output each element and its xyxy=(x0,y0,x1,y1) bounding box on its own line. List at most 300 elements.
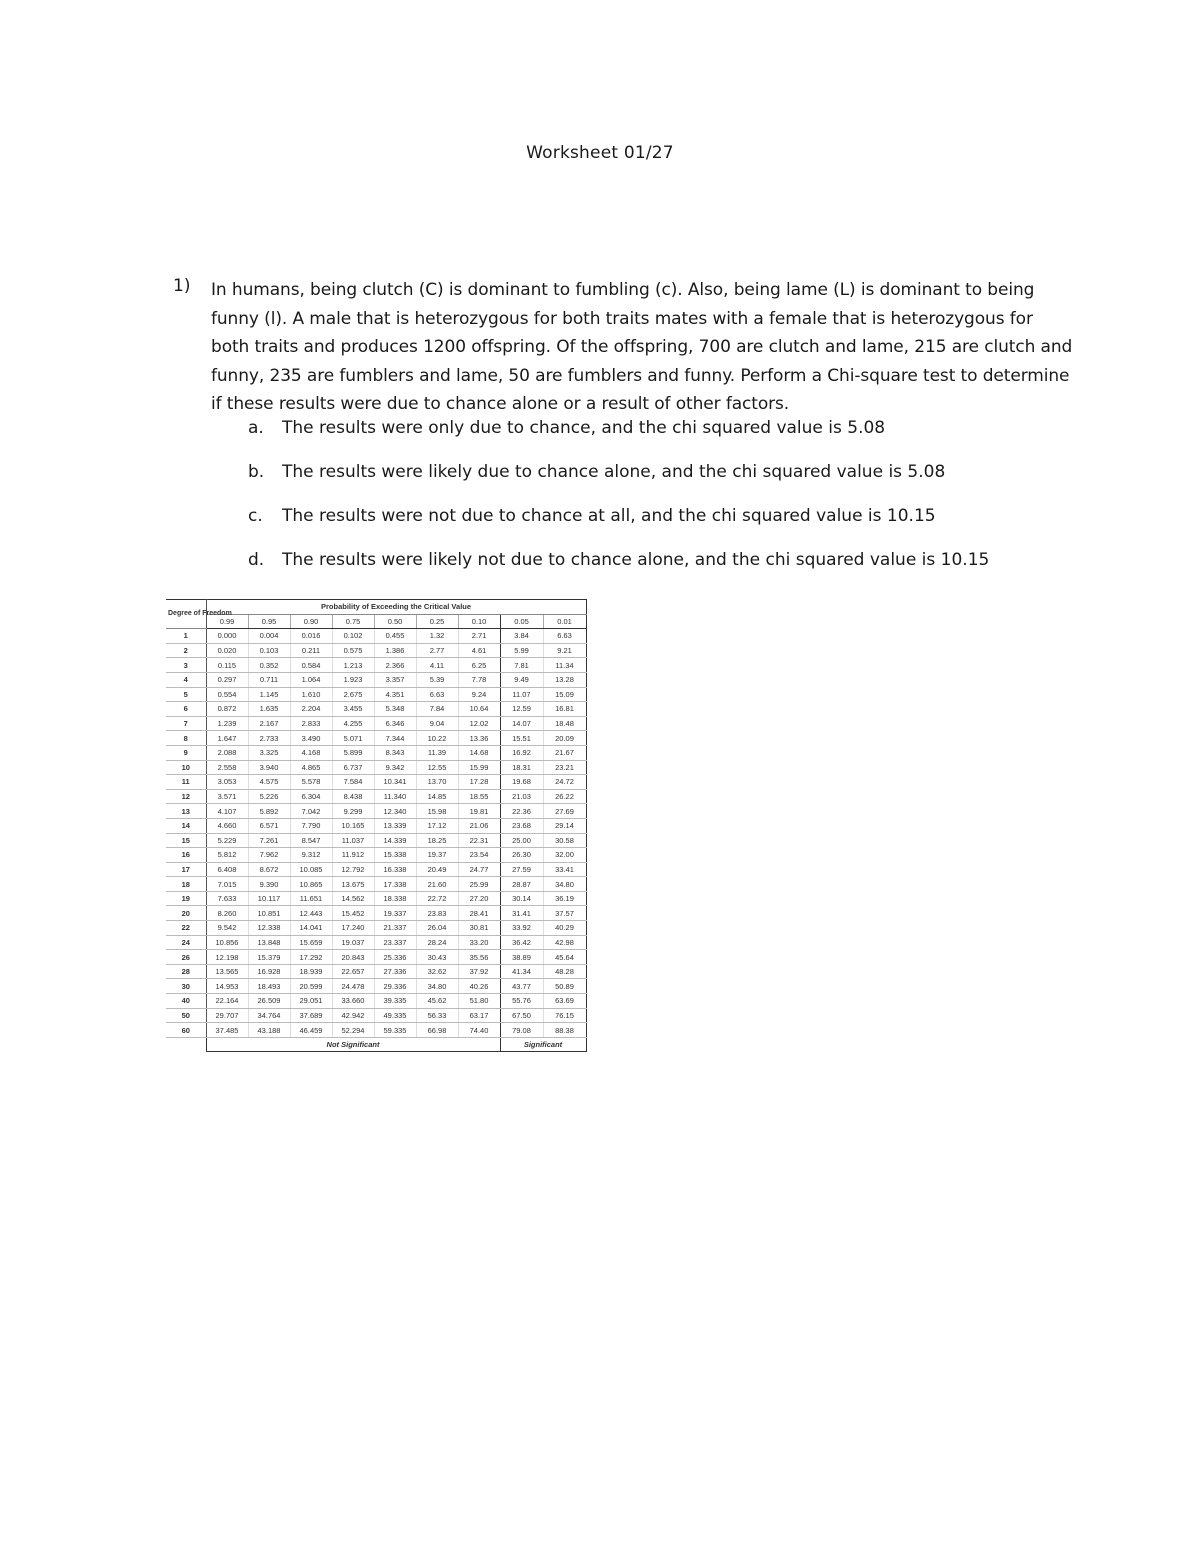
alpha-header-row xyxy=(166,614,586,629)
value-cell: 6.346 xyxy=(374,716,416,731)
value-cell: 21.337 xyxy=(374,921,416,936)
value-cell: 2.733 xyxy=(248,731,290,746)
value-cell: 11.651 xyxy=(290,891,332,906)
table-row xyxy=(166,964,586,979)
question-number: 1) xyxy=(173,276,191,296)
value-cell: 40.29 xyxy=(543,921,586,936)
value-cell: 0.554 xyxy=(206,687,248,702)
option-letter: a. xyxy=(248,418,264,438)
value-cell: 12.340 xyxy=(374,804,416,819)
df-cell: 19 xyxy=(166,891,206,906)
df-cell: 4 xyxy=(166,672,206,687)
value-cell: 8.672 xyxy=(248,862,290,877)
value-cell: 22.164 xyxy=(206,994,248,1009)
value-cell: 0.004 xyxy=(248,629,290,644)
value-cell: 7.344 xyxy=(374,731,416,746)
value-cell: 29.051 xyxy=(290,994,332,1009)
value-cell: 19.037 xyxy=(332,935,374,950)
value-cell: 5.99 xyxy=(500,643,543,658)
value-cell: 9.542 xyxy=(206,921,248,936)
value-cell: 40.26 xyxy=(458,979,500,994)
value-cell: 4.865 xyxy=(290,760,332,775)
value-cell: 23.21 xyxy=(543,760,586,775)
value-cell: 1.923 xyxy=(332,672,374,687)
answer-option-c[interactable] xyxy=(248,506,1068,550)
value-cell: 5.39 xyxy=(416,672,458,687)
value-cell: 15.379 xyxy=(248,950,290,965)
value-cell: 28.87 xyxy=(500,877,543,892)
value-cell: 3.053 xyxy=(206,775,248,790)
df-cell: 12 xyxy=(166,789,206,804)
alpha-header: 0.90 xyxy=(290,614,332,629)
value-cell: 30.14 xyxy=(500,891,543,906)
option-text: The results were likely due to chance alone, and the chi squared value is 5.08 xyxy=(282,462,946,482)
value-cell: 7.584 xyxy=(332,775,374,790)
value-cell: 18.939 xyxy=(290,964,332,979)
table-row xyxy=(166,1008,586,1023)
value-cell: 46.459 xyxy=(290,1023,332,1038)
value-cell: 1.635 xyxy=(248,702,290,717)
value-cell: 36.42 xyxy=(500,935,543,950)
value-cell: 11.34 xyxy=(543,658,586,673)
value-cell: 5.226 xyxy=(248,789,290,804)
value-cell: 10.117 xyxy=(248,891,290,906)
table-row xyxy=(166,643,586,658)
value-cell: 9.24 xyxy=(458,687,500,702)
question-text: In humans, being clutch (C) is dominant to fumbling (c). Also, being lame (L) is dominant to being funny (l). A male that is heterozygous for both traits mates with a female that is heterozygous for both traits and produces 1200 offspring. Of the offspring, 700 are clutch and lame, 215 are clutch and funny, 235 are fumblers and lame, 50 are fumblers and funny. Perform a Chi-square test to determine if these results were due to chance alone or a result of other factors. xyxy=(211,280,1073,414)
table-row xyxy=(166,848,586,863)
value-cell: 25.00 xyxy=(500,833,543,848)
table-row xyxy=(166,716,586,731)
table-row xyxy=(166,818,586,833)
value-cell: 10.856 xyxy=(206,935,248,950)
value-cell: 7.015 xyxy=(206,877,248,892)
value-cell: 1.32 xyxy=(416,629,458,644)
value-cell: 42.942 xyxy=(332,1008,374,1023)
value-cell: 0.575 xyxy=(332,643,374,658)
value-cell: 15.99 xyxy=(458,760,500,775)
value-cell: 7.84 xyxy=(416,702,458,717)
value-cell: 13.70 xyxy=(416,775,458,790)
value-cell: 17.28 xyxy=(458,775,500,790)
value-cell: 15.659 xyxy=(290,935,332,950)
value-cell: 52.294 xyxy=(332,1023,374,1038)
df-cell: 14 xyxy=(166,818,206,833)
value-cell: 0.711 xyxy=(248,672,290,687)
value-cell: 17.12 xyxy=(416,818,458,833)
value-cell: 0.297 xyxy=(206,672,248,687)
df-cell: 5 xyxy=(166,687,206,702)
value-cell: 17.292 xyxy=(290,950,332,965)
value-cell: 4.107 xyxy=(206,804,248,819)
value-cell: 26.30 xyxy=(500,848,543,863)
value-cell: 22.36 xyxy=(500,804,543,819)
option-text: The results were only due to chance, and the chi squared value is 5.08 xyxy=(282,418,886,438)
value-cell: 76.15 xyxy=(543,1008,586,1023)
value-cell: 63.69 xyxy=(543,994,586,1009)
value-cell: 1.145 xyxy=(248,687,290,702)
value-cell: 11.912 xyxy=(332,848,374,863)
value-cell: 18.48 xyxy=(543,716,586,731)
value-cell: 20.09 xyxy=(543,731,586,746)
value-cell: 0.103 xyxy=(248,643,290,658)
value-cell: 11.39 xyxy=(416,745,458,760)
value-cell: 33.660 xyxy=(332,994,374,1009)
value-cell: 7.81 xyxy=(500,658,543,673)
df-header: Degree of Freedom xyxy=(166,600,206,629)
value-cell: 13.339 xyxy=(374,818,416,833)
value-cell: 22.31 xyxy=(458,833,500,848)
df-cell: 1 xyxy=(166,629,206,644)
df-cell: 50 xyxy=(166,1008,206,1023)
value-cell: 18.31 xyxy=(500,760,543,775)
value-cell: 3.455 xyxy=(332,702,374,717)
value-cell: 24.77 xyxy=(458,862,500,877)
value-cell: 5.899 xyxy=(332,745,374,760)
value-cell: 20.599 xyxy=(290,979,332,994)
value-cell: 6.408 xyxy=(206,862,248,877)
value-cell: 14.562 xyxy=(332,891,374,906)
significant-label: Significant xyxy=(500,1037,586,1052)
table-row xyxy=(166,979,586,994)
value-cell: 26.22 xyxy=(543,789,586,804)
worksheet-title: Worksheet 01/27 xyxy=(526,143,674,163)
value-cell: 15.51 xyxy=(500,731,543,746)
value-cell: 34.80 xyxy=(416,979,458,994)
value-cell: 33.41 xyxy=(543,862,586,877)
value-cell: 56.33 xyxy=(416,1008,458,1023)
df-cell: 7 xyxy=(166,716,206,731)
value-cell: 2.167 xyxy=(248,716,290,731)
value-cell: 1.239 xyxy=(206,716,248,731)
value-cell: 9.04 xyxy=(416,716,458,731)
value-cell: 37.689 xyxy=(290,1008,332,1023)
value-cell: 43.188 xyxy=(248,1023,290,1038)
value-cell: 43.77 xyxy=(500,979,543,994)
alpha-header: 0.99 xyxy=(206,614,248,629)
value-cell: 25.99 xyxy=(458,877,500,892)
value-cell: 41.34 xyxy=(500,964,543,979)
value-cell: 9.299 xyxy=(332,804,374,819)
value-cell: 27.336 xyxy=(374,964,416,979)
value-cell: 18.25 xyxy=(416,833,458,848)
value-cell: 18.493 xyxy=(248,979,290,994)
value-cell: 25.336 xyxy=(374,950,416,965)
value-cell: 20.49 xyxy=(416,862,458,877)
table-row xyxy=(166,950,586,965)
value-cell: 9.342 xyxy=(374,760,416,775)
value-cell: 67.50 xyxy=(500,1008,543,1023)
value-cell: 55.76 xyxy=(500,994,543,1009)
value-cell: 0.584 xyxy=(290,658,332,673)
value-cell: 16.81 xyxy=(543,702,586,717)
df-cell: 20 xyxy=(166,906,206,921)
value-cell: 8.343 xyxy=(374,745,416,760)
value-cell: 4.660 xyxy=(206,818,248,833)
value-cell: 6.737 xyxy=(332,760,374,775)
df-cell: 9 xyxy=(166,745,206,760)
value-cell: 31.41 xyxy=(500,906,543,921)
value-cell: 36.19 xyxy=(543,891,586,906)
value-cell: 9.390 xyxy=(248,877,290,892)
value-cell: 49.335 xyxy=(374,1008,416,1023)
value-cell: 50.89 xyxy=(543,979,586,994)
value-cell: 12.59 xyxy=(500,702,543,717)
value-cell: 29.336 xyxy=(374,979,416,994)
value-cell: 37.57 xyxy=(543,906,586,921)
value-cell: 28.41 xyxy=(458,906,500,921)
value-cell: 19.68 xyxy=(500,775,543,790)
table-row xyxy=(166,994,586,1009)
value-cell: 22.72 xyxy=(416,891,458,906)
df-cell: 8 xyxy=(166,731,206,746)
value-cell: 6.304 xyxy=(290,789,332,804)
value-cell: 38.89 xyxy=(500,950,543,965)
value-cell: 3.357 xyxy=(374,672,416,687)
value-cell: 29.707 xyxy=(206,1008,248,1023)
value-cell: 7.78 xyxy=(458,672,500,687)
value-cell: 13.28 xyxy=(543,672,586,687)
value-cell: 19.37 xyxy=(416,848,458,863)
value-cell: 30.81 xyxy=(458,921,500,936)
df-cell: 60 xyxy=(166,1023,206,1038)
value-cell: 8.260 xyxy=(206,906,248,921)
value-cell: 2.088 xyxy=(206,745,248,760)
option-letter: c. xyxy=(248,506,263,526)
value-cell: 7.962 xyxy=(248,848,290,863)
df-cell: 3 xyxy=(166,658,206,673)
option-letter: b. xyxy=(248,462,265,482)
answer-option-a[interactable] xyxy=(248,418,1068,462)
value-cell: 12.198 xyxy=(206,950,248,965)
alpha-header: 0.50 xyxy=(374,614,416,629)
value-cell: 7.042 xyxy=(290,804,332,819)
value-cell: 6.571 xyxy=(248,818,290,833)
value-cell: 0.020 xyxy=(206,643,248,658)
value-cell: 13.675 xyxy=(332,877,374,892)
value-cell: 4.255 xyxy=(332,716,374,731)
value-cell: 10.851 xyxy=(248,906,290,921)
df-cell: 6 xyxy=(166,702,206,717)
value-cell: 3.325 xyxy=(248,745,290,760)
value-cell: 34.764 xyxy=(248,1008,290,1023)
df-cell: 13 xyxy=(166,804,206,819)
value-cell: 2.366 xyxy=(374,658,416,673)
table-row xyxy=(166,658,586,673)
value-cell: 23.68 xyxy=(500,818,543,833)
value-cell: 3.84 xyxy=(500,629,543,644)
value-cell: 7.790 xyxy=(290,818,332,833)
value-cell: 29.14 xyxy=(543,818,586,833)
value-cell: 66.98 xyxy=(416,1023,458,1038)
value-cell: 9.49 xyxy=(500,672,543,687)
df-cell: 30 xyxy=(166,979,206,994)
value-cell: 63.17 xyxy=(458,1008,500,1023)
value-cell: 30.58 xyxy=(543,833,586,848)
value-cell: 4.351 xyxy=(374,687,416,702)
value-cell: 21.60 xyxy=(416,877,458,892)
value-cell: 0.872 xyxy=(206,702,248,717)
table-row xyxy=(166,862,586,877)
value-cell: 0.352 xyxy=(248,658,290,673)
alpha-header: 0.05 xyxy=(500,614,543,629)
value-cell: 59.335 xyxy=(374,1023,416,1038)
value-cell: 48.28 xyxy=(543,964,586,979)
value-cell: 5.578 xyxy=(290,775,332,790)
alpha-header: 0.01 xyxy=(543,614,586,629)
df-cell: 22 xyxy=(166,921,206,936)
value-cell: 4.11 xyxy=(416,658,458,673)
table-row xyxy=(166,877,586,892)
answer-option-b[interactable] xyxy=(248,462,1068,506)
alpha-header: 0.10 xyxy=(458,614,500,629)
table-row xyxy=(166,672,586,687)
value-cell: 10.165 xyxy=(332,818,374,833)
value-cell: 5.071 xyxy=(332,731,374,746)
value-cell: 13.36 xyxy=(458,731,500,746)
value-cell: 16.928 xyxy=(248,964,290,979)
value-cell: 13.848 xyxy=(248,935,290,950)
value-cell: 14.07 xyxy=(500,716,543,731)
value-cell: 8.438 xyxy=(332,789,374,804)
df-cell: 28 xyxy=(166,964,206,979)
value-cell: 0.115 xyxy=(206,658,248,673)
value-cell: 27.59 xyxy=(500,862,543,877)
df-cell: 18 xyxy=(166,877,206,892)
value-cell: 2.558 xyxy=(206,760,248,775)
value-cell: 32.00 xyxy=(543,848,586,863)
probability-header: Probability of Exceeding the Critical Value xyxy=(206,600,586,615)
value-cell: 33.20 xyxy=(458,935,500,950)
value-cell: 1.610 xyxy=(290,687,332,702)
df-cell: 26 xyxy=(166,950,206,965)
df-cell: 16 xyxy=(166,848,206,863)
chi-square-table xyxy=(166,599,586,1052)
value-cell: 3.571 xyxy=(206,789,248,804)
value-cell: 2.675 xyxy=(332,687,374,702)
df-cell: 40 xyxy=(166,994,206,1009)
value-cell: 39.335 xyxy=(374,994,416,1009)
value-cell: 79.08 xyxy=(500,1023,543,1038)
value-cell: 5.348 xyxy=(374,702,416,717)
value-cell: 27.20 xyxy=(458,891,500,906)
value-cell: 14.68 xyxy=(458,745,500,760)
value-cell: 45.64 xyxy=(543,950,586,965)
value-cell: 26.04 xyxy=(416,921,458,936)
value-cell: 35.56 xyxy=(458,950,500,965)
value-cell: 23.337 xyxy=(374,935,416,950)
value-cell: 16.338 xyxy=(374,862,416,877)
table-row xyxy=(166,833,586,848)
value-cell: 7.261 xyxy=(248,833,290,848)
value-cell: 16.92 xyxy=(500,745,543,760)
value-cell: 0.016 xyxy=(290,629,332,644)
value-cell: 10.64 xyxy=(458,702,500,717)
value-cell: 24.478 xyxy=(332,979,374,994)
alpha-header: 0.25 xyxy=(416,614,458,629)
table-row xyxy=(166,891,586,906)
value-cell: 19.337 xyxy=(374,906,416,921)
value-cell: 21.06 xyxy=(458,818,500,833)
value-cell: 2.71 xyxy=(458,629,500,644)
value-cell: 23.54 xyxy=(458,848,500,863)
value-cell: 4.575 xyxy=(248,775,290,790)
value-cell: 5.812 xyxy=(206,848,248,863)
df-cell: 24 xyxy=(166,935,206,950)
value-cell: 17.338 xyxy=(374,877,416,892)
value-cell: 30.43 xyxy=(416,950,458,965)
value-cell: 4.61 xyxy=(458,643,500,658)
value-cell: 12.02 xyxy=(458,716,500,731)
df-cell: 10 xyxy=(166,760,206,775)
value-cell: 17.240 xyxy=(332,921,374,936)
value-cell: 1.064 xyxy=(290,672,332,687)
value-cell: 2.204 xyxy=(290,702,332,717)
value-cell: 14.339 xyxy=(374,833,416,848)
df-cell: 15 xyxy=(166,833,206,848)
table-row xyxy=(166,731,586,746)
table-row xyxy=(166,687,586,702)
value-cell: 37.485 xyxy=(206,1023,248,1038)
value-cell: 24.72 xyxy=(543,775,586,790)
alpha-header: 0.75 xyxy=(332,614,374,629)
value-cell: 15.452 xyxy=(332,906,374,921)
value-cell: 9.312 xyxy=(290,848,332,863)
table-row xyxy=(166,760,586,775)
table-row xyxy=(166,935,586,950)
value-cell: 15.338 xyxy=(374,848,416,863)
value-cell: 11.340 xyxy=(374,789,416,804)
table-row xyxy=(166,789,586,804)
value-cell: 7.633 xyxy=(206,891,248,906)
value-cell: 20.843 xyxy=(332,950,374,965)
value-cell: 19.81 xyxy=(458,804,500,819)
value-cell: 3.490 xyxy=(290,731,332,746)
value-cell: 11.037 xyxy=(332,833,374,848)
value-cell: 14.041 xyxy=(290,921,332,936)
value-cell: 12.792 xyxy=(332,862,374,877)
value-cell: 74.40 xyxy=(458,1023,500,1038)
value-cell: 51.80 xyxy=(458,994,500,1009)
value-cell: 21.03 xyxy=(500,789,543,804)
value-cell: 0.211 xyxy=(290,643,332,658)
value-cell: 37.92 xyxy=(458,964,500,979)
value-cell: 18.338 xyxy=(374,891,416,906)
value-cell: 32.62 xyxy=(416,964,458,979)
value-cell: 1.386 xyxy=(374,643,416,658)
value-cell: 13.565 xyxy=(206,964,248,979)
value-cell: 10.22 xyxy=(416,731,458,746)
df-cell: 17 xyxy=(166,862,206,877)
answer-options xyxy=(248,418,1068,594)
value-cell: 6.25 xyxy=(458,658,500,673)
answer-option-d[interactable] xyxy=(248,550,1068,594)
table-row xyxy=(166,745,586,760)
value-cell: 88.38 xyxy=(543,1023,586,1038)
value-cell: 28.24 xyxy=(416,935,458,950)
value-cell: 5.229 xyxy=(206,833,248,848)
table-row xyxy=(166,1023,586,1038)
value-cell: 45.62 xyxy=(416,994,458,1009)
value-cell: 12.55 xyxy=(416,760,458,775)
value-cell: 0.000 xyxy=(206,629,248,644)
value-cell: 10.341 xyxy=(374,775,416,790)
value-cell: 10.865 xyxy=(290,877,332,892)
value-cell: 2.77 xyxy=(416,643,458,658)
value-cell: 27.69 xyxy=(543,804,586,819)
alpha-header: 0.95 xyxy=(248,614,290,629)
value-cell: 1.647 xyxy=(206,731,248,746)
